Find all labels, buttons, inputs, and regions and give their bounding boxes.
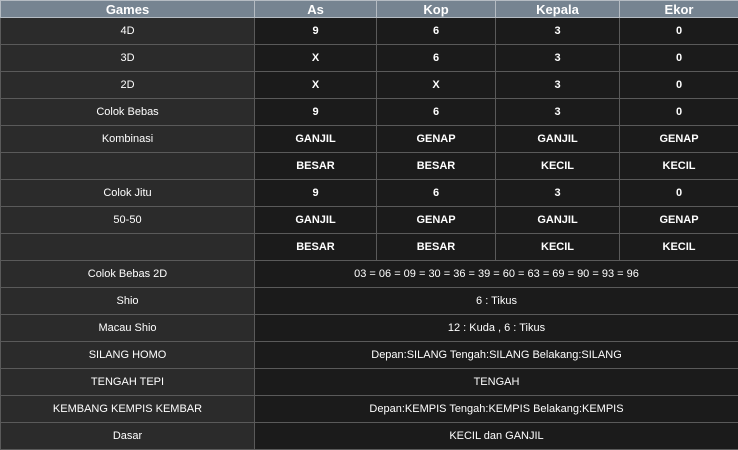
cell-ekor: 0 bbox=[620, 72, 738, 99]
col-header-kepala: Kepala bbox=[496, 1, 620, 18]
col-header-games: Games bbox=[1, 1, 255, 18]
table-row bbox=[1, 45, 738, 72]
cell-kepala: KECIL bbox=[496, 234, 620, 261]
cell-ekor: 0 bbox=[620, 99, 738, 126]
cell-kop: X bbox=[377, 72, 496, 99]
table-row bbox=[1, 99, 738, 126]
table-row bbox=[1, 72, 738, 99]
table-row bbox=[1, 342, 738, 369]
row-label: KEMBANG KEMPIS KEMBAR bbox=[1, 396, 255, 423]
row-label: Macau Shio bbox=[1, 315, 255, 342]
cell-kop: 6 bbox=[377, 180, 496, 207]
cell-ekor: GENAP bbox=[620, 126, 738, 153]
row-value: TENGAH bbox=[255, 369, 738, 396]
cell-kop: 6 bbox=[377, 45, 496, 72]
table-row bbox=[1, 315, 738, 342]
cell-kop: BESAR bbox=[377, 234, 496, 261]
cell-as: BESAR bbox=[255, 153, 377, 180]
cell-kepala: GANJIL bbox=[496, 126, 620, 153]
row-value: 6 : Tikus bbox=[255, 288, 738, 315]
cell-kepala: KECIL bbox=[496, 153, 620, 180]
table-row bbox=[1, 423, 738, 450]
cell-ekor: KECIL bbox=[620, 234, 738, 261]
table-row bbox=[1, 396, 738, 423]
table-row bbox=[1, 207, 738, 234]
cell-kepala: 3 bbox=[496, 45, 620, 72]
row-label: 3D bbox=[1, 45, 255, 72]
cell-kop: 6 bbox=[377, 18, 496, 45]
row-label: Colok Bebas bbox=[1, 99, 255, 126]
cell-ekor: 0 bbox=[620, 45, 738, 72]
cell-as: 9 bbox=[255, 99, 377, 126]
cell-as: X bbox=[255, 72, 377, 99]
table-row bbox=[1, 180, 738, 207]
table-row bbox=[1, 153, 738, 180]
row-label: Dasar bbox=[1, 423, 255, 450]
table-row bbox=[1, 234, 738, 261]
table-row bbox=[1, 288, 738, 315]
header-row bbox=[1, 1, 738, 18]
cell-ekor: 0 bbox=[620, 180, 738, 207]
cell-as: X bbox=[255, 45, 377, 72]
row-label: Colok Jitu bbox=[1, 180, 255, 207]
table-row bbox=[1, 261, 738, 288]
row-label: SILANG HOMO bbox=[1, 342, 255, 369]
table-row bbox=[1, 126, 738, 153]
row-label: 2D bbox=[1, 72, 255, 99]
row-label bbox=[1, 153, 255, 180]
row-label bbox=[1, 234, 255, 261]
cell-kop: GENAP bbox=[377, 207, 496, 234]
cell-as: BESAR bbox=[255, 234, 377, 261]
row-label: Colok Bebas 2D bbox=[1, 261, 255, 288]
cell-as: 9 bbox=[255, 18, 377, 45]
col-header-ekor: Ekor bbox=[620, 1, 738, 18]
col-header-kop: Kop bbox=[377, 1, 496, 18]
cell-ekor: KECIL bbox=[620, 153, 738, 180]
cell-kop: BESAR bbox=[377, 153, 496, 180]
row-value: KECIL dan GANJIL bbox=[255, 423, 738, 450]
cell-as: GANJIL bbox=[255, 207, 377, 234]
row-value: Depan:SILANG Tengah:SILANG Belakang:SILANG bbox=[255, 342, 738, 369]
table-row bbox=[1, 369, 738, 396]
cell-ekor: GENAP bbox=[620, 207, 738, 234]
row-value: 12 : Kuda , 6 : Tikus bbox=[255, 315, 738, 342]
row-value: Depan:KEMPIS Tengah:KEMPIS Belakang:KEMPIS bbox=[255, 396, 738, 423]
row-label: TENGAH TEPI bbox=[1, 369, 255, 396]
cell-as: 9 bbox=[255, 180, 377, 207]
cell-kepala: 3 bbox=[496, 72, 620, 99]
row-value: 03 = 06 = 09 = 30 = 36 = 39 = 60 = 63 = 69 = 90 = 93 = 96 bbox=[255, 261, 738, 288]
cell-kepala: 3 bbox=[496, 99, 620, 126]
table-row bbox=[1, 18, 738, 45]
row-label: 50-50 bbox=[1, 207, 255, 234]
row-label: 4D bbox=[1, 18, 255, 45]
cell-kepala: GANJIL bbox=[496, 207, 620, 234]
cell-ekor: 0 bbox=[620, 18, 738, 45]
cell-kepala: 3 bbox=[496, 180, 620, 207]
row-label: Kombinasi bbox=[1, 126, 255, 153]
col-header-as: As bbox=[255, 1, 377, 18]
cell-kepala: 3 bbox=[496, 18, 620, 45]
cell-kop: GENAP bbox=[377, 126, 496, 153]
row-label: Shio bbox=[1, 288, 255, 315]
cell-as: GANJIL bbox=[255, 126, 377, 153]
cell-kop: 6 bbox=[377, 99, 496, 126]
